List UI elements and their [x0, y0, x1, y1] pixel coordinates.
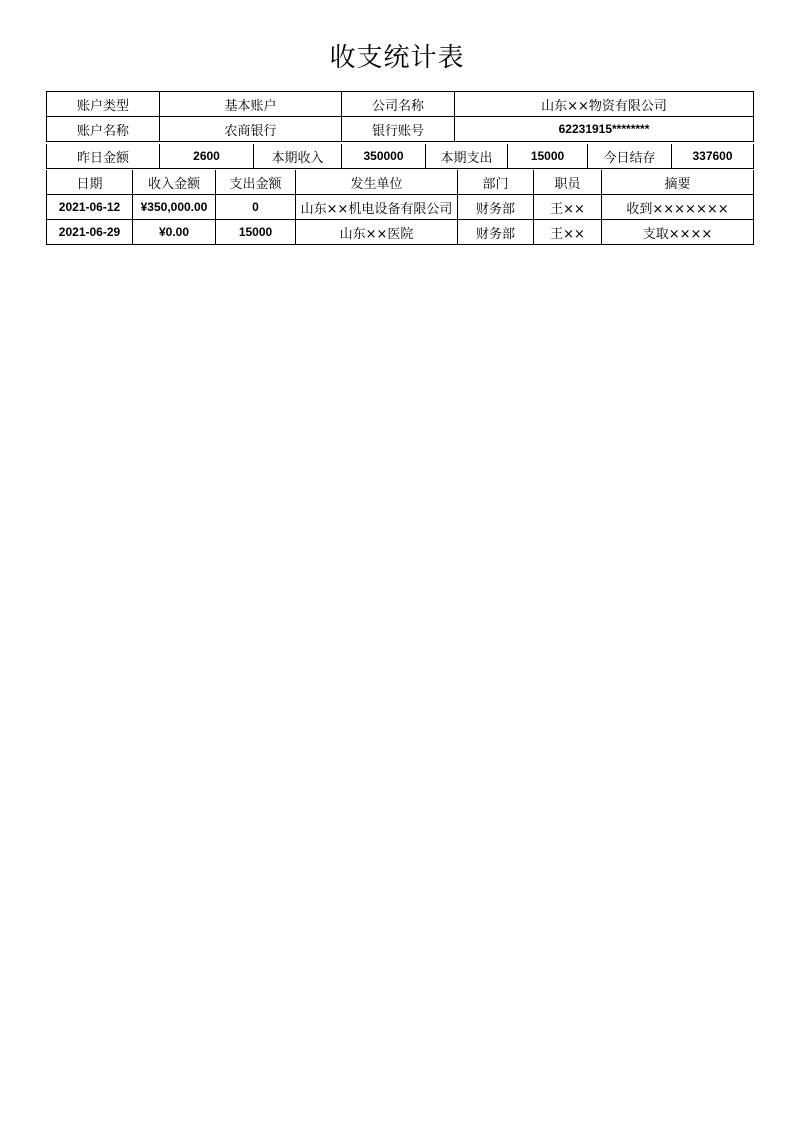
account-type-label: 账户类型 [47, 92, 160, 117]
cell-expense: 15000 [216, 220, 296, 245]
period-income-value: 350000 [342, 144, 426, 169]
header-department: 部门 [458, 170, 534, 195]
yesterday-amount-value: 2600 [160, 144, 254, 169]
ledger-header-row [47, 170, 754, 195]
cell-unit: 山东××机电设备有限公司 [296, 195, 458, 220]
cell-staff: 王×× [534, 220, 602, 245]
header-summary: 摘要 [602, 170, 754, 195]
bank-account-label: 银行账号 [342, 117, 455, 142]
cell-department: 财务部 [458, 195, 534, 220]
company-name-value: 山东××物资有限公司 [455, 92, 754, 117]
header-staff: 职员 [534, 170, 602, 195]
table-row [47, 195, 754, 220]
header-income: 收入金额 [133, 170, 216, 195]
header-unit: 发生单位 [296, 170, 458, 195]
cell-expense: 0 [216, 195, 296, 220]
today-balance-label: 今日结存 [588, 144, 672, 169]
summary-row [47, 144, 754, 169]
bank-account-value: 62231915******** [455, 117, 754, 142]
account-name-value: 农商银行 [160, 117, 342, 142]
cell-department: 财务部 [458, 220, 534, 245]
cell-income: ¥350,000.00 [133, 195, 216, 220]
period-income-label: 本期收入 [254, 144, 342, 169]
today-balance-value: 337600 [672, 144, 754, 169]
header-date: 日期 [47, 170, 133, 195]
ledger-table [46, 170, 754, 245]
page-title: 收支统计表 [329, 43, 465, 73]
account-name-label: 账户名称 [47, 117, 160, 142]
cell-date: 2021-06-29 [47, 220, 133, 245]
header-expense: 支出金额 [216, 170, 296, 195]
cell-income: ¥0.00 [133, 220, 216, 245]
yesterday-amount-label: 昨日金额 [47, 144, 160, 169]
cell-date: 2021-06-12 [47, 195, 133, 220]
cell-staff: 王×× [534, 195, 602, 220]
cell-summary: 支取×××× [602, 220, 754, 245]
account-type-value: 基本账户 [160, 92, 342, 117]
summary-table [46, 144, 754, 169]
cell-unit: 山东××医院 [296, 220, 458, 245]
account-row-2 [47, 117, 754, 142]
cell-summary: 收到××××××× [602, 195, 754, 220]
table-row [47, 220, 754, 245]
account-info-table [46, 91, 754, 142]
account-row-1 [47, 92, 754, 117]
company-name-label: 公司名称 [342, 92, 455, 117]
period-expense-value: 15000 [508, 144, 588, 169]
period-expense-label: 本期支出 [426, 144, 508, 169]
